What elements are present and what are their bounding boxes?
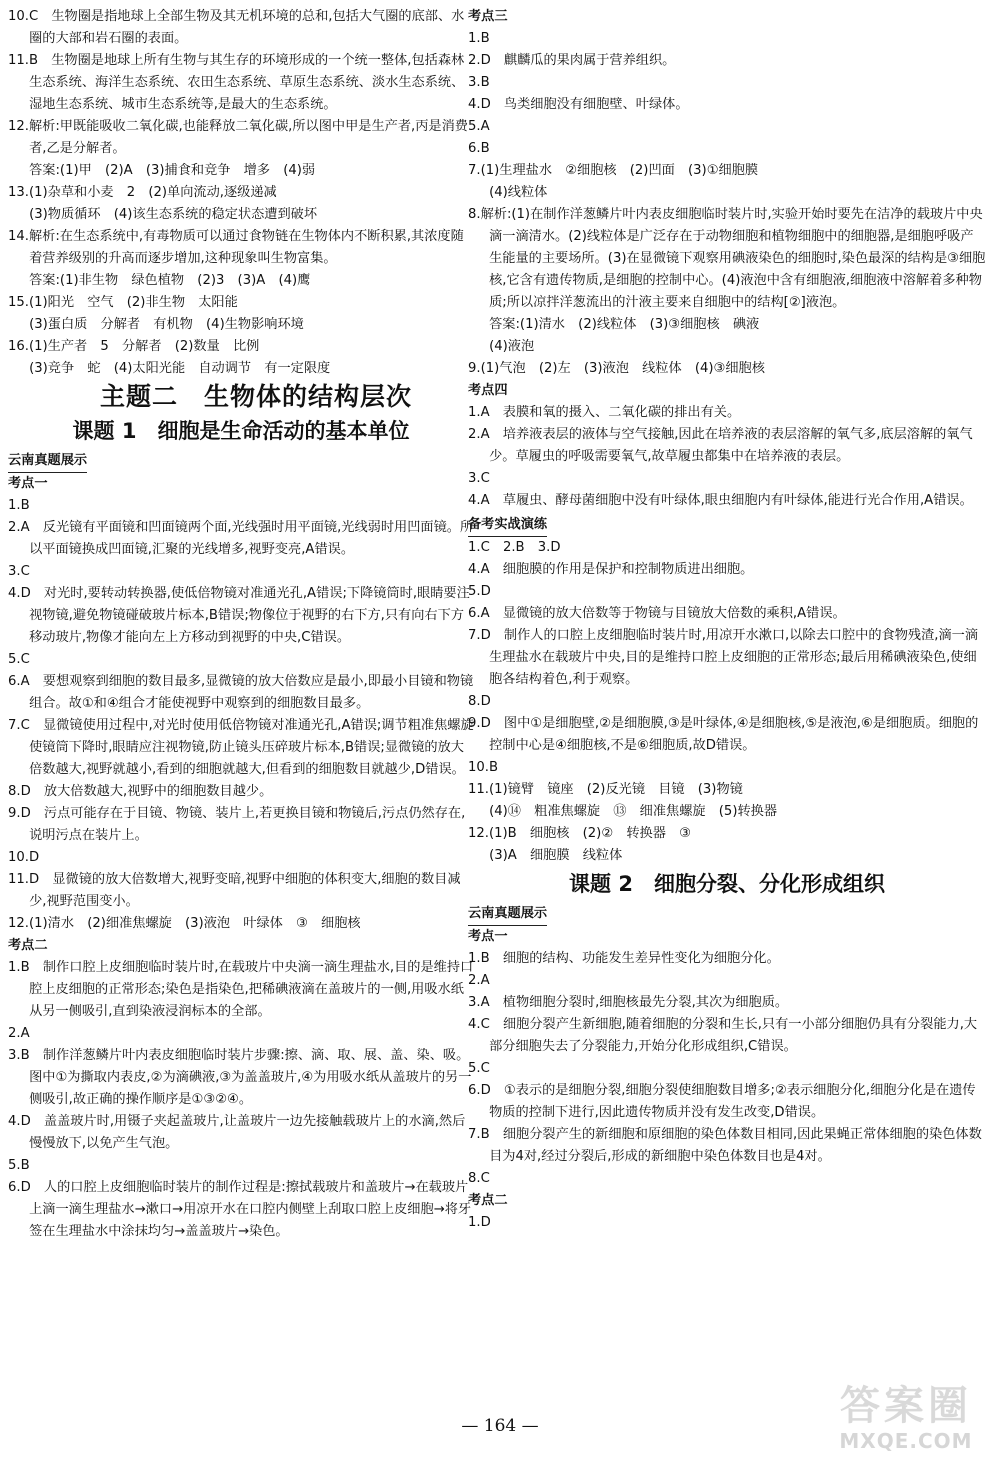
left-section-heading: 考点二 — [8, 938, 48, 953]
right-answer-line: 4.A 草履虫、酵母菌细胞中没有叶绿体,眼虫细胞内有叶绿体,能进行光合作用,A错误。 — [468, 493, 973, 508]
right-answer-line: 6.D ①表示的是细胞分裂,细胞分裂使细胞数目增多;②表示细胞分化,细胞分化是在遗传物质的控制下进行,因此遗传物质并没有发生改变,D错误。 — [468, 1083, 976, 1120]
right-answer-line: 2.D 麒麟瓜的果肉属于营养组织。 — [468, 53, 676, 68]
right-answer-continuation: 答案:(1)清水 (2)线粒体 (3)③细胞核 碘液 — [489, 317, 760, 332]
left-answer-line: 4.D 对光时,要转动转换器,使低倍物镜对准通光孔,A错误;下降镜筒时,眼睛要注视物镜,避免物镜碰破玻片标本,B错误;物像位于视野的右下方,只有向右下方移动玻片,物像才能向左上方移动到视野的中央,C错误。 — [8, 586, 470, 645]
right-answer-line: 8.D — [468, 694, 491, 709]
left-answer-line: 11.B 生物圈是地球上所有生物与其生存的环境形成的一个统一整体,包括森林生态系统、海洋生态系统、农田生态系统、草原生态系统、淡水生态系统、湿地生态系统、城市生态系统等,是最大的生态系统。 — [8, 53, 465, 112]
left-subsection — [8, 448, 474, 473]
right-answer-continuation: (4)液泡 — [489, 339, 535, 354]
left-column — [8, 6, 474, 1243]
left-answer-line: 2.A 反光镜有平面镜和凹面镜两个面,光线强时用平面镜,光线弱时用凹面镜。所以平面镜换成凹面镜,汇聚的光线增多,视野变亮,A错误。 — [8, 520, 474, 557]
right-answer-line: 4.D 鸟类细胞没有细胞壁、叶绿体。 — [468, 97, 689, 112]
right-column — [468, 6, 986, 1234]
left-answer-line: 5.C — [8, 652, 30, 667]
watermark-logo-text: 答案圈 — [840, 1383, 972, 1429]
right-section-heading: 考点二 — [468, 1193, 508, 1208]
left-section-heading: 考点一 — [8, 476, 48, 491]
right-answer-line: 7.(1)生理盐水 ②细胞核 (2)凹面 (3)①细胞膜 — [468, 163, 759, 178]
right-answer-line: 3.B — [468, 75, 490, 90]
right-section-heading: 考点四 — [468, 383, 508, 398]
left-answer-line: 10.C 生物圈是指地球上全部生物及其无机环境的总和,包括大气圈的底部、水圈的大部和岩石圈的表面。 — [8, 9, 465, 46]
right-subsection-label: 备考实战演练 — [468, 514, 547, 537]
right-answer-line: 9.D 图中①是细胞壁,②是细胞膜,③是叶绿体,④是细胞核,⑤是液泡,⑥是细胞质。细胞的控制中心是④细胞核,不是⑥细胞质,故D错误。 — [468, 716, 979, 753]
page-number: — 164 — — [461, 1416, 539, 1436]
right-answer-line: 6.A 显微镜的放大倍数等于物镜与目镜放大倍数的乘积,A错误。 — [468, 606, 846, 621]
left-answer-line: 6.A 要想观察到细胞的数目最多,显微镜的放大倍数应是最小,即最小目镜和物镜组合。故①和④组合才能使视野中观察到的细胞数目最多。 — [8, 674, 474, 711]
right-answer-continuation: (4)线粒体 — [489, 185, 548, 200]
right-answer-line: 1.B 细胞的结构、功能发生差异性变化为细胞分化。 — [468, 951, 780, 966]
watermark-url: MXQE.COM — [839, 1429, 973, 1453]
right-answer-line: 1.C 2.B 3.D — [468, 540, 561, 555]
left-answer-line: 3.B 制作洋葱鳞片叶内表皮细胞临时装片步骤:擦、滴、取、展、盖、染、吸。图中①为撕取内表皮,②为滴碘液,③为盖盖玻片,④为用吸水纸从盖玻片的另一侧吸引,故正确的操作顺序是①③②④。 — [8, 1048, 472, 1107]
left-answer-line: 11.D 显微镜的放大倍数增大,视野变暗,视野中细胞的体积变大,细胞的数目减少,视野范围变小。 — [8, 872, 461, 909]
right-answer-line: 5.C — [468, 1061, 490, 1076]
right-answer-line: 2.A 培养液表层的液体与空气接触,因此在培养液的表层溶解的氧气多,底层溶解的氧气少。草履虫的呼吸需要氧气,故草履虫都集中在培养液的表层。 — [468, 427, 973, 464]
right-answer-line: 2.A — [468, 973, 490, 988]
right-answer-continuation: (4)⑭ 粗准焦螺旋 ⑬ 细准焦螺旋 (5)转换器 — [489, 804, 778, 819]
right-answer-line: 5.A — [468, 119, 490, 134]
left-answer-continuation: 答案:(1)甲 (2)A (3)捕食和竞争 增多 (4)弱 — [29, 163, 316, 178]
right-section-heading: 考点三 — [468, 9, 508, 24]
left-answer-line: 1.B — [8, 498, 30, 513]
right-answer-continuation: (3)A 细胞膜 线粒体 — [489, 848, 623, 863]
left-answer-line: 8.D 放大倍数越大,视野中的细胞数目越少。 — [8, 784, 273, 799]
left-answer-line: 9.D 污点可能存在于目镜、物镜、装片上,若更换目镜和物镜后,污点仍然存在,说明污点在装片上。 — [8, 806, 466, 843]
right-answer-line: 6.B — [468, 141, 490, 156]
left-answer-line: 4.D 盖盖玻片时,用镊子夹起盖玻片,让盖玻片一边先接触载玻片上的水滴,然后慢慢放下,以免产生气泡。 — [8, 1114, 466, 1151]
left-answer-continuation: (3)竞争 蛇 (4)太阳光能 自动调节 有一定限度 — [29, 361, 331, 376]
right-answer-line: 1.A 表膜和氧的摄入、二氧化碳的排出有关。 — [468, 405, 741, 420]
left-answer-continuation: (3)物质循环 (4)该生态系统的稳定状态遭到破坏 — [29, 207, 318, 222]
left-answer-line: 12.解析:甲既能吸收二氧化碳,也能释放二氧化碳,所以图中甲是生产者,丙是消费者,乙是分解者。 — [8, 119, 468, 156]
right-section-heading: 考点一 — [468, 929, 508, 944]
left-answer-line: 13.(1)杂草和小麦 2 (2)单向流动,逐级递减 — [8, 185, 277, 200]
right-answer-line: 7.B 细胞分裂产生的新细胞和原细胞的染色体数目相同,因此果蝇正常体细胞的染色体数目为4对,经过分裂后,形成的新细胞中染色体数目也是4对。 — [468, 1127, 982, 1164]
right-answer-line: 11.(1)镜臂 镜座 (2)反光镜 目镜 (3)物镜 — [468, 782, 743, 797]
right-answer-line: 8.解析:(1)在制作洋葱鳞片叶内表皮细胞临时装片时,实验开始时要先在洁净的载玻片中央滴一滴清水。(2)线粒体是广泛存在于动物细胞和植物细胞中的细胞器,是细胞呼吸产生能量的主要场所。(3)在显微镜下观察用碘液染色的细胞时,染色最深的结构是③细胞核,它含有遗传物质,是细胞的控制中心。(4)液泡中含有细胞液,细胞液中溶解着多种物质;所以凉拌洋葱流出的汁液主要来自细胞中的结构[②]液泡。 — [468, 207, 986, 310]
right-answer-line: 10.B — [468, 760, 499, 775]
left-subsection-label: 云南真题展示 — [8, 450, 87, 473]
left-answer-continuation: (3)蛋白质 分解者 有机物 (4)生物影响环境 — [29, 317, 304, 332]
watermark-logo — [818, 1383, 994, 1457]
right-subsection — [468, 512, 986, 537]
left-answer-line: 5.B — [8, 1158, 30, 1173]
left-answer-continuation: 答案:(1)非生物 绿色植物 (2)3 (3)A (4)鹰 — [29, 273, 311, 288]
left-answer-line: 1.B 制作口腔上皮细胞临时装片时,在载玻片中央滴一滴生理盐水,目的是维持口腔上皮细胞的正常形态;染色是指染色,把稀碘液滴在盖玻片的一侧,用吸水纸从另一侧吸引,直到染液浸润标本的全部。 — [8, 960, 474, 1019]
right-subsection — [468, 901, 986, 926]
right-answer-line: 8.C — [468, 1171, 490, 1186]
right-answer-line: 9.(1)气泡 (2)左 (3)液泡 线粒体 (4)③细胞核 — [468, 361, 765, 376]
left-answer-line: 16.(1)生产者 5 分解者 (2)数量 比例 — [8, 339, 260, 354]
right-answer-line: 4.C 细胞分裂产生新细胞,随着细胞的分裂和生长,只有一小部分细胞仍具有分裂能力,大部分细胞失去了分裂能力,开始分化形成组织,C错误。 — [468, 1017, 978, 1054]
left-answer-line: 14.解析:在生态系统中,有毒物质可以通过食物链在生物体内不断积累,其浓度随着营养级别的升高而逐步增加,这种现象叫生物富集。 — [8, 229, 464, 266]
left-answer-line: 7.C 显微镜使用过程中,对光时使用低倍物镜对准通光孔,A错误;调节粗准焦螺旋使镜筒下降时,眼睛应注视物镜,防止镜头压碎玻片标本,B错误;显微镜的放大倍数越大,视野就越小,看到的细胞就越大,但看到的细胞数目就越少,D错误。 — [8, 718, 474, 777]
right-answer-line: 1.D — [468, 1215, 491, 1230]
right-answer-line: 1.B — [468, 31, 490, 46]
left-answer-line: 15.(1)阳光 空气 (2)非生物 太阳能 — [8, 295, 238, 310]
left-answer-line: 12.(1)清水 (2)细准焦螺旋 (3)液泡 叶绿体 ③ 细胞核 — [8, 916, 361, 931]
lesson-title: 课题 1 细胞是生命活动的基本单位 — [72, 419, 410, 443]
right-answer-line: 7.D 制作人的口腔上皮细胞临时装片时,用凉开水漱口,以除去口腔中的食物残渣,滴一滴生理盐水在载玻片中央,目的是维持口腔上皮细胞的正常形态;最后用稀碘液染色,使细胞各结构着色,利于观察。 — [468, 628, 979, 687]
right-answer-line: 4.A 细胞膜的作用是保护和控制物质进出细胞。 — [468, 562, 754, 577]
right-answer-line: 12.(1)B 细胞核 (2)② 转换器 ③ — [468, 826, 691, 841]
lesson-title: 课题 2 细胞分裂、分化形成组织 — [569, 872, 885, 896]
left-answer-line: 3.C — [8, 564, 30, 579]
right-answer-line: 5.D — [468, 584, 491, 599]
topic-title: 主题二 生物体的结构层次 — [99, 382, 412, 411]
right-answer-line: 3.C — [468, 471, 490, 486]
left-answer-line: 2.A — [8, 1026, 30, 1041]
right-answer-line: 3.A 植物细胞分裂时,细胞核最先分裂,其次为细胞质。 — [468, 995, 789, 1010]
right-subsection-label: 云南真题展示 — [468, 903, 547, 926]
left-answer-line: 10.D — [8, 850, 40, 865]
left-answer-line: 6.D 人的口腔上皮细胞临时装片的制作过程是:擦拭载玻片和盖玻片→在载玻片上滴一滴生理盐水→漱口→用凉开水在口腔内侧壁上刮取口腔上皮细胞→将牙签在生理盐水中涂抹均匀→盖盖玻片→染色。 — [8, 1180, 472, 1239]
